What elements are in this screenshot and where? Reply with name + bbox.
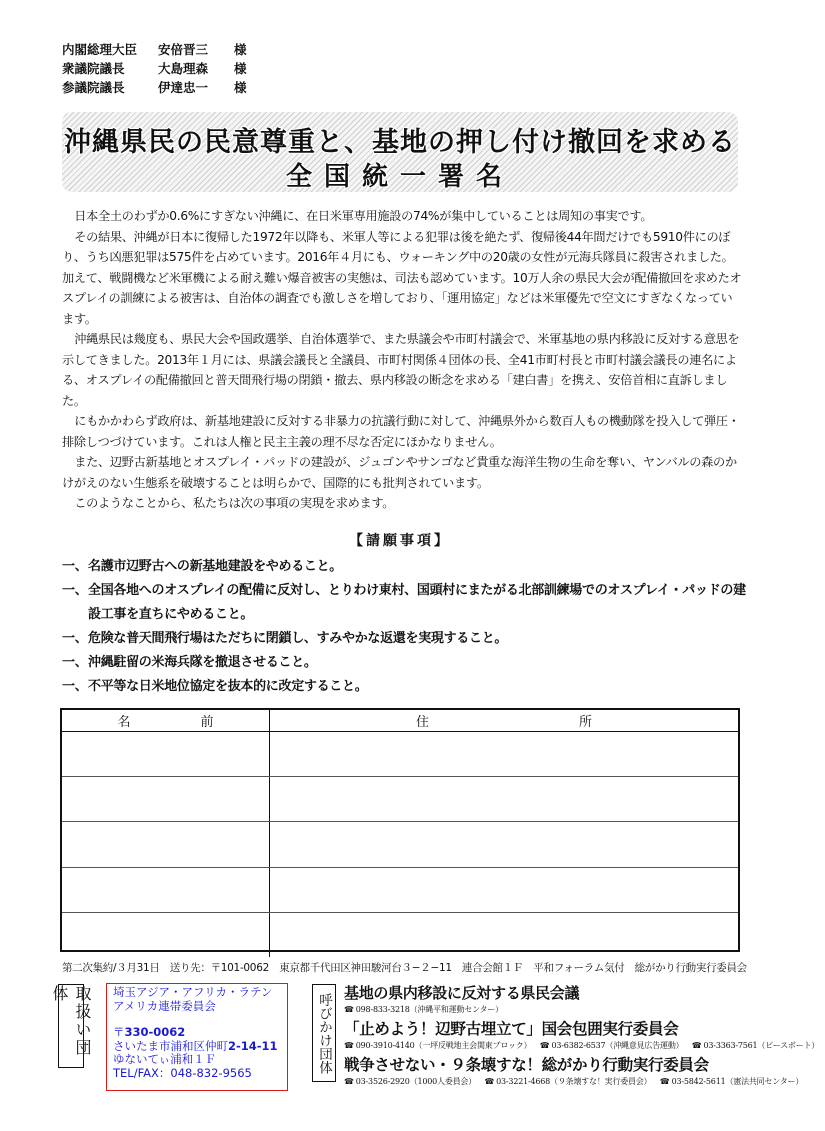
phone-entry: [540, 1041, 684, 1050]
handling-org-name-cont: アメリカ連帯委員会: [113, 998, 216, 1013]
item-text: 不平等な日米地位協定を抜本的に改定すること。: [88, 679, 368, 694]
addressee-list: [62, 40, 247, 97]
phone-entry: [344, 1077, 476, 1086]
addressee-name: 安倍晋三: [158, 42, 209, 57]
phone-icon: ☎: [344, 1041, 354, 1050]
phone-number: 03-3221-4668（９条壊すな！実行委員会）: [496, 1077, 652, 1086]
phone-entry: [660, 1077, 803, 1086]
item-marker: 一、: [62, 679, 88, 694]
phone-number: 03-6382-6537（沖縄意見広告運動）: [551, 1041, 684, 1050]
phone-number: 03-3363-7561（ピースボート）: [703, 1041, 820, 1050]
page-subtitle: 全国統一署名: [285, 162, 514, 192]
item-marker: 一、: [62, 655, 88, 670]
address-column-header: [270, 710, 742, 731]
name-cell[interactable]: [62, 913, 270, 957]
name-cell[interactable]: [62, 868, 270, 912]
address-number: 2-14-11: [228, 1038, 278, 1053]
phone-icon: ☎: [484, 1077, 495, 1086]
caller-org-phones: [344, 1039, 820, 1053]
addressee-row: [62, 40, 247, 59]
name-header-label: 名前: [117, 715, 284, 730]
page-title: 沖縄県民の民意尊重と、基地の押し付け撤回を求める: [64, 127, 736, 158]
caller-org-name: 「止めよう！辺野古埋立て」国会包囲実行委員会: [344, 1020, 679, 1038]
caller-org-phones: [344, 1003, 764, 1017]
phone-icon: ☎: [344, 1005, 354, 1014]
handling-org-name: 埼玉アジア・アフリカ・ラテン: [113, 985, 273, 999]
paragraph: 日本全土のわずか0.6%にすぎない沖縄に、在日米軍専用施設の74%が集中していることは周知の事実です。: [74, 209, 653, 223]
handling-organization-box: [106, 983, 288, 1091]
addressee-honorific: 様: [234, 42, 247, 57]
petition-item: [62, 579, 752, 627]
address-prefix: さいたま市浦和区仲町: [113, 1038, 228, 1053]
phone-icon: ☎: [344, 1077, 354, 1086]
addressee-honorific: 様: [234, 61, 247, 76]
addressee-row: [62, 59, 247, 78]
phone-entry: [484, 1077, 651, 1086]
phone-entry: [344, 1041, 531, 1050]
petition-heading: 【請願事項】: [349, 533, 451, 549]
paragraph: 沖縄県民は幾度も、県民大会や国政選挙、自治体選挙で、また県議会や市町村議会で、米軍基地の県内移設に反対する意思を示してきました。2013年１月には、県議会議長と全議員、市町村関係４団体の長、全41市町村長と市町村議会議長の連名による、オスプレイの配備撤回と普天間飛行場の閉鎖・撤去、県内移設の断念を求める「建白書」を携え、安倍首相に直訴しました。: [62, 332, 740, 408]
phone-number: 03-5842-5611（憲法共同センター）: [671, 1077, 804, 1086]
name-column-header: [62, 710, 284, 731]
addressee-name: 大島理森: [158, 61, 209, 76]
item-marker: 一、: [62, 631, 88, 646]
phone-icon: ☎: [691, 1041, 702, 1050]
phone-entry: [692, 1041, 819, 1050]
petition-item: [62, 555, 752, 579]
addressee-role: 内閣総理大臣: [62, 42, 138, 57]
signature-table-header: [62, 710, 742, 732]
petition-item: [62, 627, 752, 651]
item-text: 名護市辺野古への新基地建設をやめること。: [88, 559, 343, 574]
address-cell[interactable]: [270, 777, 738, 821]
address-cell[interactable]: [270, 732, 738, 776]
signature-row: [62, 868, 738, 913]
addressee-honorific: 様: [234, 80, 247, 95]
caller-label: 呼びかけ団体: [312, 984, 336, 1082]
name-cell[interactable]: [62, 732, 270, 776]
item-marker: 一、: [62, 559, 88, 574]
title-banner: [62, 112, 738, 192]
addressee-role: 衆議院議長: [62, 61, 125, 76]
address-cell[interactable]: [270, 822, 738, 866]
address-header-label: 住所: [415, 715, 742, 730]
collection-note: 第二次集約/３月31日 送り先：〒101-0062 東京都千代田区神田駿河台３−２−11 連合会館１Ｆ 平和フォーラム気付 総がかり行動実行委員会: [62, 962, 747, 974]
item-text: 沖縄駐留の米海兵隊を撤退させること。: [88, 655, 317, 670]
handling-label: 取扱い団体: [58, 984, 84, 1068]
signature-row: [62, 913, 738, 957]
signature-table: [60, 708, 740, 952]
caller-org-name: 基地の県内移設に反対する県民会議: [344, 984, 580, 1002]
address-cell[interactable]: [270, 868, 738, 912]
paragraph: また、辺野古新基地とオスプレイ・パッドの建設が、ジュゴンやサンゴなど貴重な海洋生物の生命を奪い、ヤンバルの森のかけがえのない生態系を破壊することは明らかで、国際的にも批判されています。: [62, 455, 737, 490]
item-text: 全国各地へのオスプレイの配備に反対し、とりわけ東村、国頭村にまたがる北部訓練場でのオスプレイ・パッドの建設工事を直ちにやめること。: [88, 583, 746, 622]
postal-code: 330-0062: [124, 1025, 186, 1039]
paragraph: にもかかわらず政府は、新基地建設に反対する非暴力の抗議行動に対して、沖縄県外から数百人もの機動隊を投入して弾圧・排除しつづけています。これは人権と民主主義の理不尽な否定にほかなりません。: [62, 414, 740, 449]
handling-postal: [113, 1026, 281, 1040]
phone-number: 090-3910-4140（一坪反戦地主会関東ブロック）: [355, 1041, 532, 1050]
name-cell[interactable]: [62, 777, 270, 821]
postal-mark: 〒: [113, 1025, 125, 1039]
signature-row: [62, 732, 738, 777]
phone-number: 098-833-3218（沖縄平和運動センター）: [355, 1005, 503, 1014]
handling-address: [113, 1040, 281, 1054]
caller-org-phones: [344, 1075, 804, 1089]
address-cell[interactable]: [270, 913, 738, 957]
paragraph: その結果、沖縄が日本に復帰した1972年以降も、米軍人等による犯罪は後を絶たず、復帰後44年間だけでも5910件にのぼり、うち凶悪犯罪は575件を占めています。2016年４月にも、ウォーキング中の20歳の女性が元海兵隊員に殺害されました。加えて、戦闘機など米軍機による耐え難い爆音被害の実態は、司法も認めています。10万人余の県民大会が配備撤回を求めたオスプレイの訓練による被害は、自治体の調査でも激しさを増しており、「運用協定」などは米軍優先で空文にすぎなくなっています。: [62, 229, 742, 326]
phone-number: 03-3526-2920（1000人委員会）: [355, 1077, 477, 1086]
signature-row: [62, 822, 738, 867]
caller-org-name: 戦争させない・９条壊すな！総がかり行動実行委員会: [344, 1056, 709, 1074]
item-marker: 一、: [62, 583, 88, 598]
phone-entry: [344, 1005, 503, 1014]
petition-item-list: [62, 555, 752, 699]
signature-row: [62, 777, 738, 822]
handling-building: ゆないてぃ浦和１Ｆ: [113, 1052, 217, 1066]
addressee-row: [62, 78, 247, 97]
caller-organizations: [344, 983, 820, 1091]
petition-item: [62, 651, 752, 675]
phone-icon: ☎: [539, 1041, 550, 1050]
item-text: 危険な普天間飛行場はただちに閉鎖し、すみやかな返還を実現すること。: [88, 631, 508, 646]
phone-icon: ☎: [659, 1077, 670, 1086]
addressee-role: 参議院議長: [62, 80, 125, 95]
petition-item: [62, 675, 752, 699]
intro-text: [62, 206, 742, 514]
addressee-name: 伊達忠一: [158, 80, 209, 95]
paragraph: このようなことから、私たちは次の事項の実現を求めます。: [74, 496, 395, 510]
name-cell[interactable]: [62, 822, 270, 866]
handling-tel: TEL/FAX：048-832-9565: [113, 1065, 252, 1080]
